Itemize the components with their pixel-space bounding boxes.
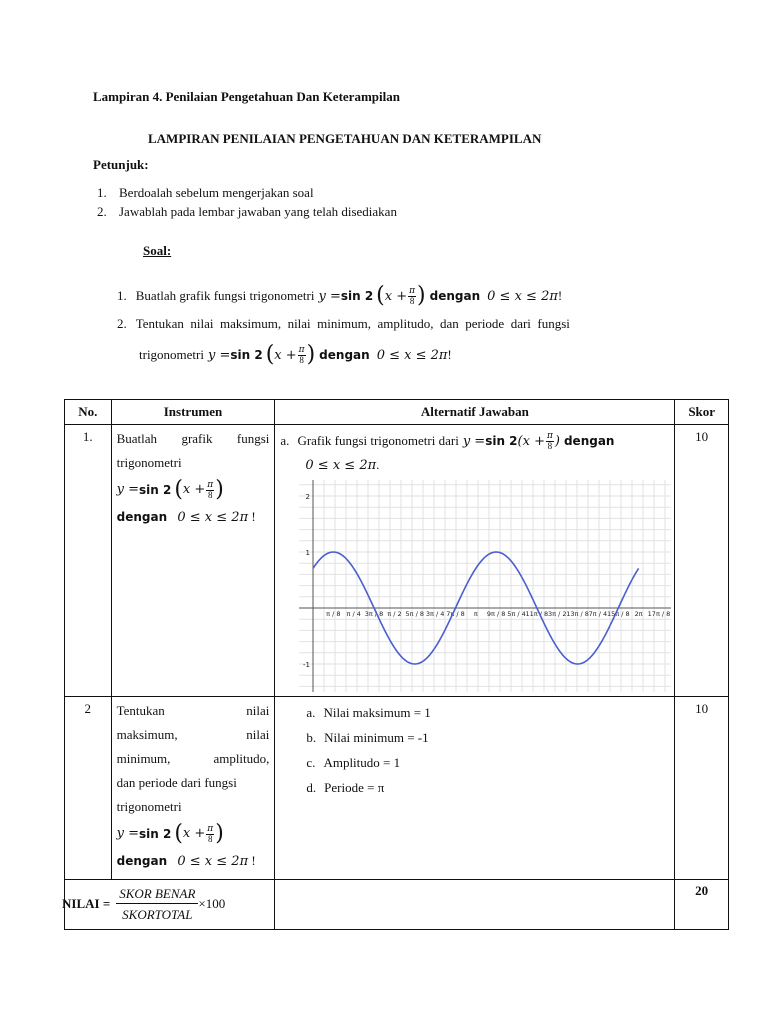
soal-number: 2.	[117, 316, 127, 331]
x-tick-label: 3π / 2	[548, 610, 567, 618]
instrumen-text: Tentukan	[116, 703, 165, 718]
instrumen-text: nilai	[246, 727, 270, 742]
x-tick-label: 7π / 8	[446, 610, 466, 618]
answer-item: c. Amplitudo = 1	[306, 755, 401, 770]
total-skor: 20	[675, 880, 729, 930]
header-jawaban: Alternatif Jawaban	[275, 400, 675, 425]
formula-dengan: dengan	[429, 289, 481, 303]
soal-item-2	[117, 316, 675, 332]
row-number: 1.	[65, 425, 112, 697]
y-tick-label: -1	[303, 661, 311, 669]
instrumen-formula: y = sin 2 ( x + $\frac{\pi}{8}$ )	[116, 477, 224, 502]
formula-y: y =	[318, 288, 341, 304]
petunjuk-number: 1.	[97, 185, 107, 200]
petunjuk-number: 2.	[97, 204, 107, 219]
page-title: LAMPIRAN PENILAIAN PENGETAHUAN DAN KETERAMPILAN	[148, 131, 542, 146]
instrumen-text: minimum,	[116, 751, 171, 766]
skor-cell: 10	[675, 425, 729, 697]
instrumen-text: nilai	[246, 703, 270, 718]
skor-cell: 10	[675, 697, 729, 880]
x-tick-label: 3π / 4	[426, 610, 445, 618]
header-skor: Skor	[675, 400, 729, 425]
soal-item-1: 1. Buatlah grafik fungsi trigonometri y = sin 2 ( x + $\frac{\pi}{8}$ ) dengan 0 ≤ x ≤ 2π !	[117, 283, 563, 308]
nilai-label: NILAI =	[62, 896, 111, 911]
petunjuk-item	[97, 185, 314, 201]
soal-label: Soal:	[143, 243, 172, 258]
y-tick-label: 1	[305, 549, 311, 557]
jawaban-cell	[275, 697, 675, 880]
header-no: No.	[65, 400, 112, 425]
sine-graph	[299, 480, 671, 692]
soal-text: Buatlah grafik fungsi trigonometri	[135, 288, 315, 303]
row-number: 2	[65, 697, 112, 880]
formula-sin: sin 2	[340, 289, 374, 303]
nilai-denominator: SKORTOTAL	[122, 906, 193, 922]
formula-range: 0 ≤ x ≤ 2π	[487, 288, 558, 304]
soal-item-2-line2: trigonometri y = sin 2 ( x + $\frac{\pi}{8}$ ) dengan 0 ≤ x ≤ 2π !	[139, 342, 452, 367]
x-tick-label: π / 4	[346, 610, 362, 618]
x-tick-label: 15π / 8	[607, 610, 631, 618]
soal-number: 1.	[117, 288, 127, 303]
instrumen-formula: y = sin 2 ( x + $\frac{\pi}{8}$ )	[116, 821, 224, 846]
header-instrumen: Instrumen	[111, 400, 275, 425]
x-tick-label: 3π / 8	[365, 610, 384, 618]
y-tick-label: 2	[305, 493, 311, 501]
table-header-row	[65, 400, 729, 425]
table-row	[65, 425, 729, 697]
nilai-multiplier: ×100	[198, 896, 226, 911]
x-tick-label: 5π / 8	[405, 610, 425, 618]
instrumen-text: maksimum,	[116, 727, 178, 742]
formula-fraction: $\frac{\pi}{8}$	[409, 285, 416, 306]
instrumen-text: amplitudo,	[213, 751, 270, 766]
jawaban-range: 0 ≤ x ≤ 2π	[305, 458, 377, 473]
x-tick-label: 13π / 8	[566, 610, 590, 618]
petunjuk-label: Petunjuk:	[93, 157, 149, 172]
petunjuk-item	[97, 204, 397, 220]
soal-text: trigonometri	[139, 347, 204, 362]
instrumen-text: dan periode dari fungsi	[116, 775, 237, 790]
assessment-table	[64, 399, 729, 930]
x-tick-label: 17π / 8	[648, 610, 671, 618]
x-tick-label: 5π / 4	[507, 610, 527, 618]
jawaban-label: a.	[280, 433, 290, 448]
nilai-numerator: SKOR BENAR	[116, 886, 198, 904]
x-tick-label: 2π	[635, 610, 644, 618]
answer-item: d. Periode = π	[306, 780, 385, 795]
x-tick-label: 11π / 8	[525, 610, 549, 618]
jawaban-text: Grafik fungsi trigonometri dari	[297, 433, 459, 448]
empty-cell	[275, 880, 675, 930]
nilai-cell	[62, 880, 275, 930]
x-tick-label: 7π / 4	[589, 610, 608, 618]
x-tick-label: 9π / 8	[487, 610, 506, 618]
nilai-fraction	[116, 886, 198, 923]
formula-x: x +	[384, 288, 408, 304]
instrumen-text: trigonometri	[116, 799, 182, 814]
x-tick-label: π / 2	[387, 610, 403, 618]
petunjuk-text: Berdoalah sebelum mengerjakan soal	[119, 185, 314, 200]
petunjuk-text: Jawablah pada lembar jawaban yang telah disediakan	[119, 204, 397, 219]
jawaban-cell: a. Grafik fungsi trigonometri dari y = sin 2 ( x + $\frac{\pi}{8}$ ) dengan 0 ≤ x ≤ 2π. 2 1 -1 π / 8 π / 4 3π / 8 π / 2 5π / 8 3π / 4 7π / 8 π 9π / 8 5π / 4 11π / 8 3π / 2 13π / 8 7π / 4 15π / 8 2π 17π / 8	[275, 425, 675, 697]
instrumen-cell: Tentukan nilai maksimum, nilai minimum, amplitudo, dan periode dari fungsi trigonometri y = sin 2 ( x + $\frac{\pi}{8}$ ) dengan 0 ≤ x ≤ 2π !	[111, 697, 275, 880]
x-tick-label: π	[474, 610, 479, 618]
instrumen-cell: Buatlah grafik fungsi trigonometri y = sin 2 ( x + $\frac{\pi}{8}$ ) dengan 0 ≤ x ≤ 2π !	[111, 425, 275, 697]
soal-text: Tentukan nilai maksimum, nilai minimum, amplitudo, dan periode dari fungsi	[135, 316, 570, 331]
x-tick-label: π / 8	[326, 610, 341, 618]
instrumen-text: Buatlah grafik fungsi	[116, 431, 270, 446]
answer-item: b. Nilai minimum = -1	[306, 730, 429, 745]
table-row	[65, 697, 729, 880]
answer-item: a. Nilai maksimum = 1	[306, 705, 431, 720]
instrumen-text: trigonometri	[116, 455, 182, 470]
lampiran-heading: Lampiran 4. Penilaian Pengetahuan Dan Keterampilan	[93, 89, 400, 104]
table-total-row	[65, 880, 729, 930]
